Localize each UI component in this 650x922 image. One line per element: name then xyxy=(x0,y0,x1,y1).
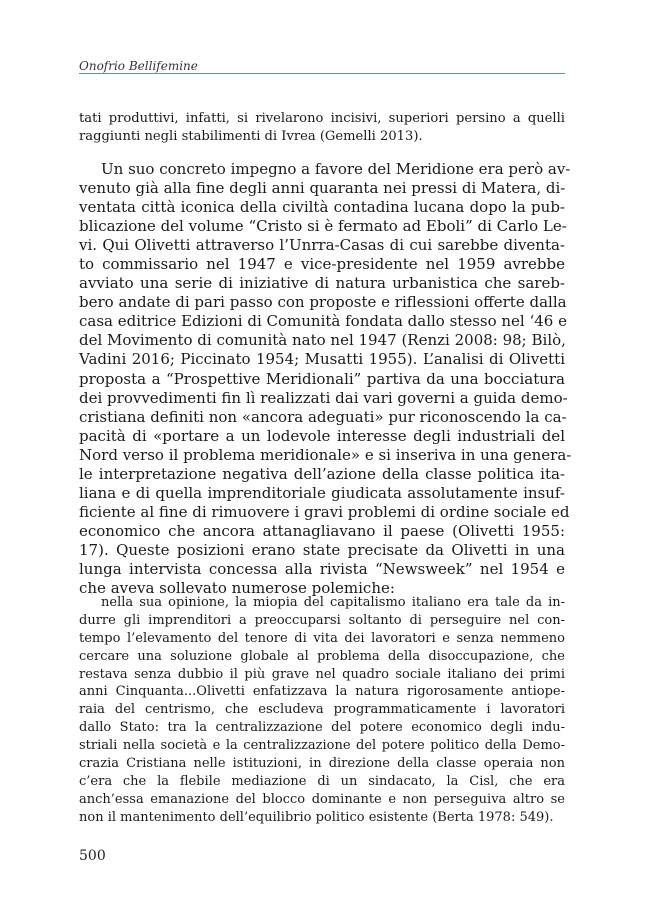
quote-line: restava senza dubbio il più grave nel quadro sociale italiano dei primi xyxy=(79,666,565,682)
text-line: Nord verso il problema meridionale» e si inseriva in una genera- xyxy=(79,445,572,464)
quote-line: raia del centrismo, che escludeva programmaticamente i lavoratori xyxy=(79,702,565,718)
text-line: ficiente al fine di rimuovere i gravi problemi di ordine sociale ed xyxy=(79,502,570,521)
text-line: vi. Qui Olivetti attraverso l’Unrra-Casas di cui sarebbe diventa- xyxy=(79,236,565,255)
text-line: venuto già alla fine degli anni quaranta nei pressi di Matera, di- xyxy=(79,179,566,198)
quote-line: cercare una soluzione globale al problema della disoccupazione, che xyxy=(79,648,565,664)
text-line: pacità di «portare a un lodevole interesse degli industriali del xyxy=(79,426,565,445)
main-paragraph xyxy=(79,160,572,598)
text-line: to commissario nel 1947 e vice-presidente nel 1959 avrebbe xyxy=(79,255,565,274)
quote-line: dallo Stato: tra la centralizzazione del potere economico degli indu- xyxy=(79,720,565,736)
quote-line: striali nella società e la centralizzazione del potere politico della Demo- xyxy=(79,738,565,754)
text-line: Un suo concreto impegno a favore del Meridione era però av- xyxy=(101,160,571,178)
text-line: cristiana definiti non «ancora adeguati» pur riconoscendo la ca- xyxy=(79,407,567,426)
text-line: bero andate di pari passo con proposte e riflessioni offerte dalla xyxy=(79,293,567,312)
quote-line: anch’essa emanazione del blocco dominante e non perseguiva altro se xyxy=(79,791,565,807)
text-line: economico che ancora attanagliavano il paese (Olivetti 1955: xyxy=(79,521,565,540)
text-line: Vadini 2016; Piccinato 1954; Musatti 1955). L’analisi di Olivetti xyxy=(79,350,565,369)
text-line: che aveva sollevato numerose polemiche: xyxy=(79,579,395,598)
text-line: raggiunti negli stabilimenti di Ivrea (Gemelli 2013). xyxy=(79,129,423,144)
quote-line: anni Cinquanta...Olivetti enfatizzava la natura rigorosamente antiope- xyxy=(79,684,565,700)
quote-line: c’era che la flebile mediazione di un sindacato, la Cisl, che era xyxy=(79,773,565,789)
page-number: 500 xyxy=(79,848,106,864)
text-line: dei provvedimenti fin lì realizzati dai vari governi a guida demo- xyxy=(79,388,568,407)
text-line: casa editrice Edizioni di Comunità fondata dallo stesso nel ‘46 e xyxy=(79,312,567,331)
text-line: ventata città iconica della civiltà contadina lucana dopo la pub- xyxy=(79,198,565,217)
text-line: proposta a “Prospettive Meridionali” partiva da una bocciatura xyxy=(79,369,565,388)
block-quote xyxy=(79,594,565,827)
text-line: le interpretazione negativa dell’azione della classe politica ita- xyxy=(79,464,565,483)
header-author: Onofrio Bellifemine xyxy=(79,59,198,73)
text-line: liana e di quella imprenditoriale giudicata assolutamente insuf- xyxy=(79,483,565,502)
quote-line: tempo l’elevamento del tenore di vita dei lavoratori e senza nemmeno xyxy=(79,630,565,646)
text-line: del Movimento di comunità nato nel 1947 (Renzi 2008: 98; Bilò, xyxy=(79,331,566,350)
text-line: avviato una serie di iniziative di natura urbanistica che sareb- xyxy=(79,274,565,293)
quote-line: durre gli imprenditori a preoccuparsi soltanto di perseguire nel con- xyxy=(79,612,565,628)
text-line: 17). Queste posizioni erano state precisate da Olivetti in una xyxy=(79,540,565,559)
text-line: lunga intervista concessa alla rivista “Newsweek” nel 1954 e xyxy=(79,559,565,578)
text-line: tati produttivi, infatti, si rivelarono incisivi, superiori persino a quelli xyxy=(79,111,565,126)
quote-line: nella sua opinione, la miopia del capitalismo italiano era tale da in- xyxy=(101,595,565,610)
running-header xyxy=(79,55,565,74)
quote-line: non il mantenimento dell’equilibrio politico esistente (Berta 1978: 549). xyxy=(79,809,554,825)
intro-paragraph xyxy=(79,110,565,146)
quote-line: crazia Cristiana nelle istituzioni, in direzione della classe operaia non xyxy=(79,756,565,772)
text-line: blicazione del volume “Cristo si è fermato ad Eboli” di Carlo Le- xyxy=(79,217,567,236)
